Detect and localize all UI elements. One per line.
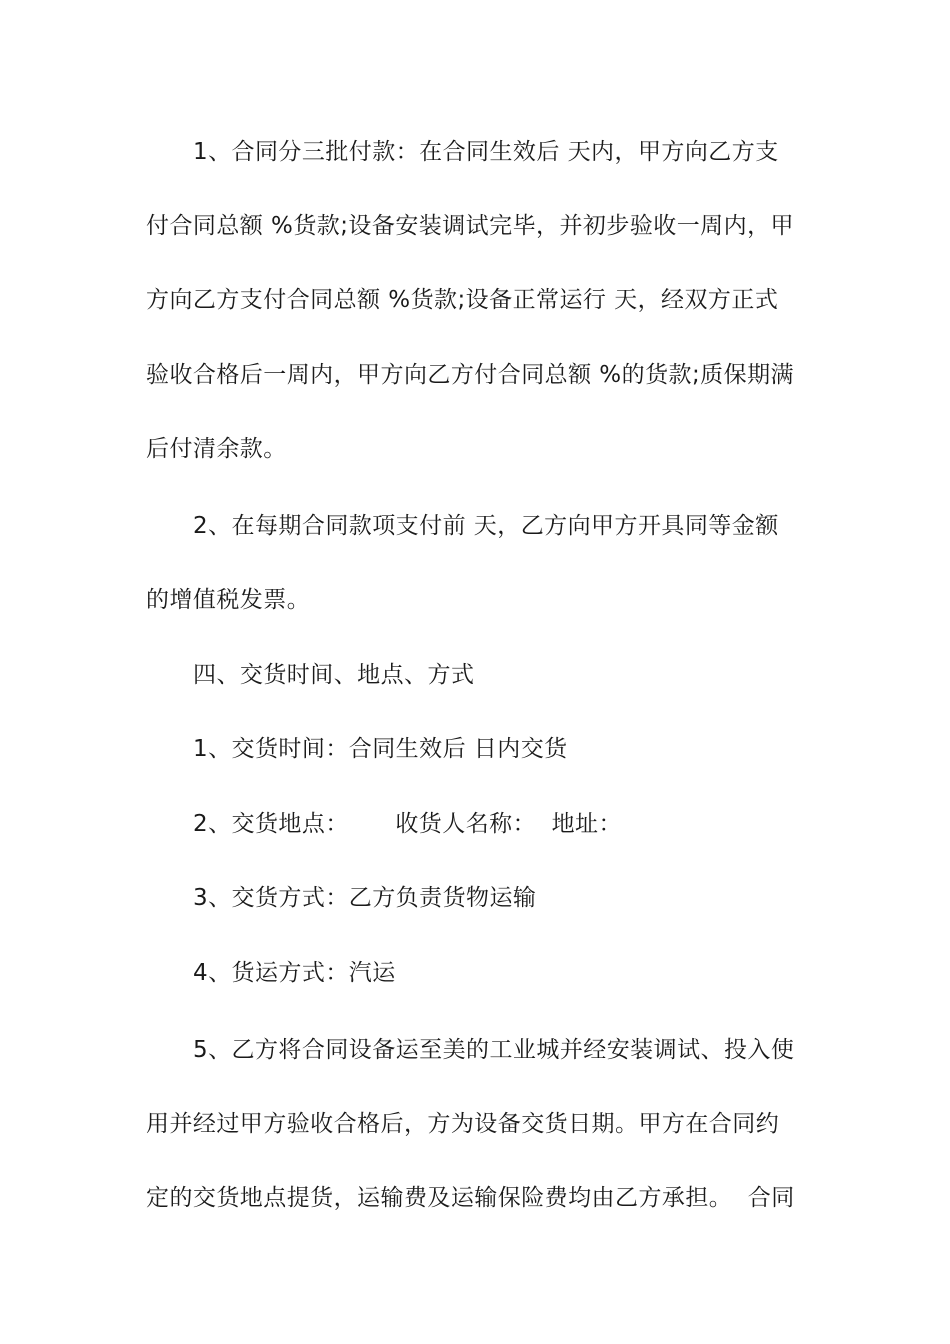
payment-clause-1-line-3: 方向乙方支付合同总额 %货款;设备正常运行 天，经双方正式 [146, 287, 779, 313]
shipping-method-line: 4、货运方式：汽运 [193, 960, 396, 986]
payment-clause-1-line-4: 验收合格后一周内，甲方向乙方付合同总额 %的货款;质保期满 [146, 362, 794, 388]
delivery-method-line: 3、交货方式：乙方负责货物运输 [193, 885, 537, 911]
invoice-clause-line-1: 2、在每期合同款项支付前 天，乙方向甲方开具同等金额 [193, 513, 779, 539]
payment-clause-1-line-2: 付合同总额 %货款;设备安装调试完毕，并初步验收一周内，甲 [146, 213, 794, 239]
delivery-clause-5-line-1: 5、乙方将合同设备运至美的工业城并经安装调试、投入使 [193, 1037, 795, 1063]
delivery-clause-5-line-2: 用并经过甲方验收合格后，方为设备交货日期。甲方在合同约 [146, 1111, 780, 1137]
section-heading-delivery: 四、交货时间、地点、方式 [193, 662, 475, 688]
payment-clause-1-line-1: 1、合同分三批付款：在合同生效后 天内，甲方向乙方支 [193, 139, 779, 165]
delivery-place-line: 2、交货地点： 收货人名称： 地址： [193, 811, 622, 837]
delivery-clause-5-line-3: 定的交货地点提货，运输费及运输保险费均由乙方承担。 合同 [146, 1185, 795, 1211]
payment-clause-1-line-5: 后付清余款。 [146, 436, 287, 462]
delivery-time-line: 1、交货时间：合同生效后 日内交货 [193, 736, 568, 762]
invoice-clause-line-2: 的增值税发票。 [146, 587, 311, 613]
